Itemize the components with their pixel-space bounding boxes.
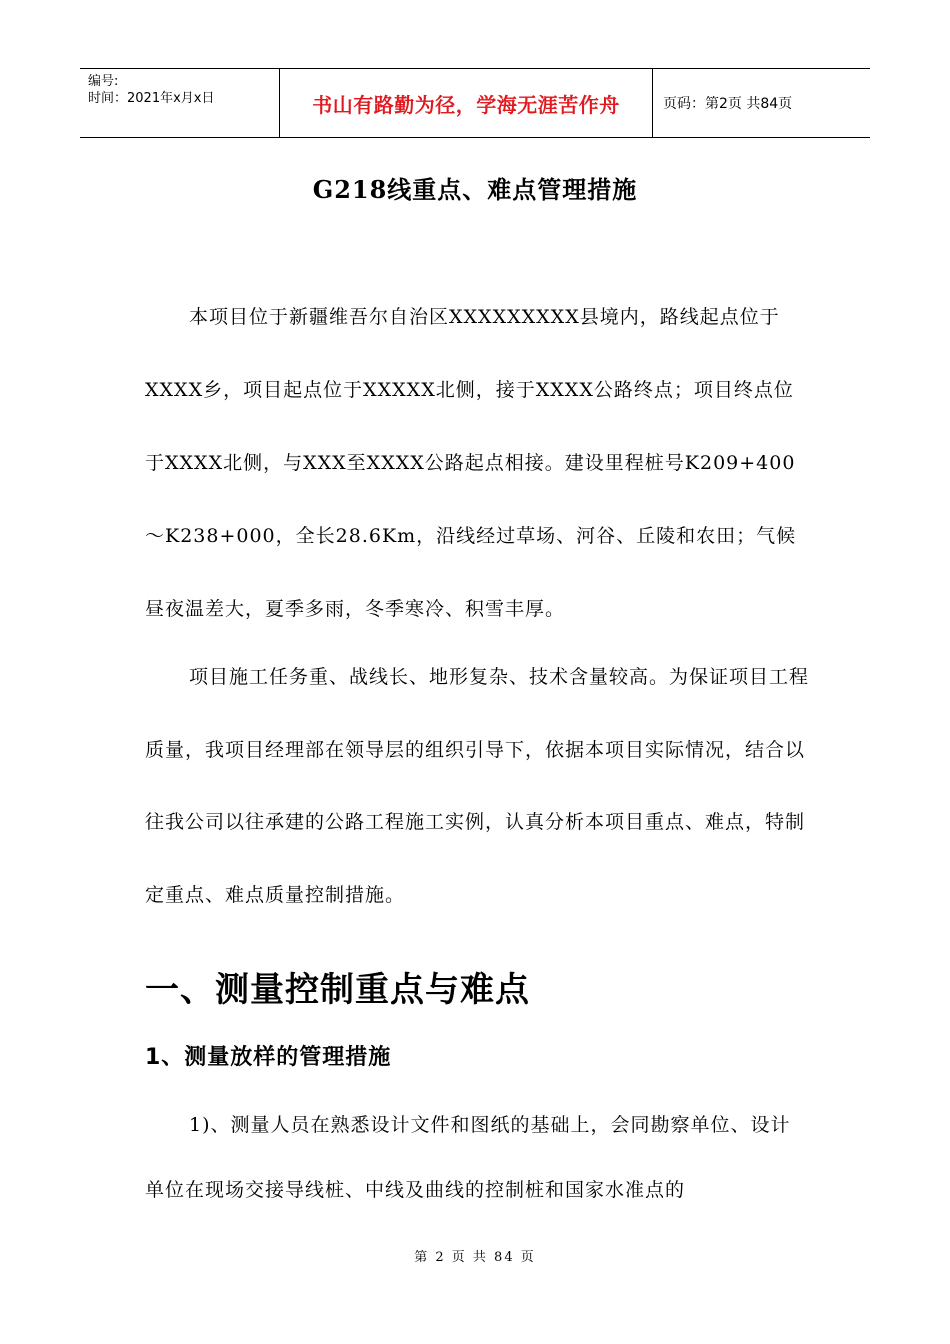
- header-page-info: 页码：第2页 共84页: [663, 96, 793, 112]
- time-label: 时间：2021年x月x日: [88, 91, 215, 106]
- document-title: G218线重点、难点管理措施: [312, 175, 638, 204]
- serial-label: 编号:: [88, 74, 119, 89]
- header-motto: 书山有路勤为径，学海无涯苦作舟: [280, 69, 653, 137]
- paragraph-project-overview: 本项目位于新疆维吾尔自治区XXXXXXXXX县境内，路线起点位于XXXX乡，项目起点位于XXXXX北侧，接于XXXX公路终点；项目终点位于XXXX北侧，与XXX至XXXX公路起点相接。建设里程桩号K209+400～K238+000，全长28.6Km，沿线经过草场、河谷、丘陵和农田；气候昼夜温差大，夏季多雨，冬季寒冷、积雪丰厚。: [145, 306, 797, 620]
- header-meta-cell: [80, 69, 280, 137]
- header-table: [80, 68, 870, 138]
- subsection-heading: 1、测量放样的管理措施: [145, 1045, 392, 1070]
- paragraph-project-difficulty: 项目施工任务重、战线长、地形复杂、技术含量较高。为保证项目工程质量，我项目经理部在领导层的组织引导下，依据本项目实际情况，结合以往我公司以往承建的公路工程施工实例，认真分析本项目重点、难点，特制定重点、难点质量控制措施。: [145, 666, 810, 906]
- paragraph-survey-step: 1)、测量人员在熟悉设计文件和图纸的基础上，会同勘察单位、设计单位在现场交接导线桩、中线及曲线的控制桩和国家水准点的: [145, 1114, 791, 1201]
- page-footer: 第 2 页 共 84 页: [414, 1250, 536, 1265]
- section-heading: 一、测量控制重点与难点: [145, 970, 530, 1010]
